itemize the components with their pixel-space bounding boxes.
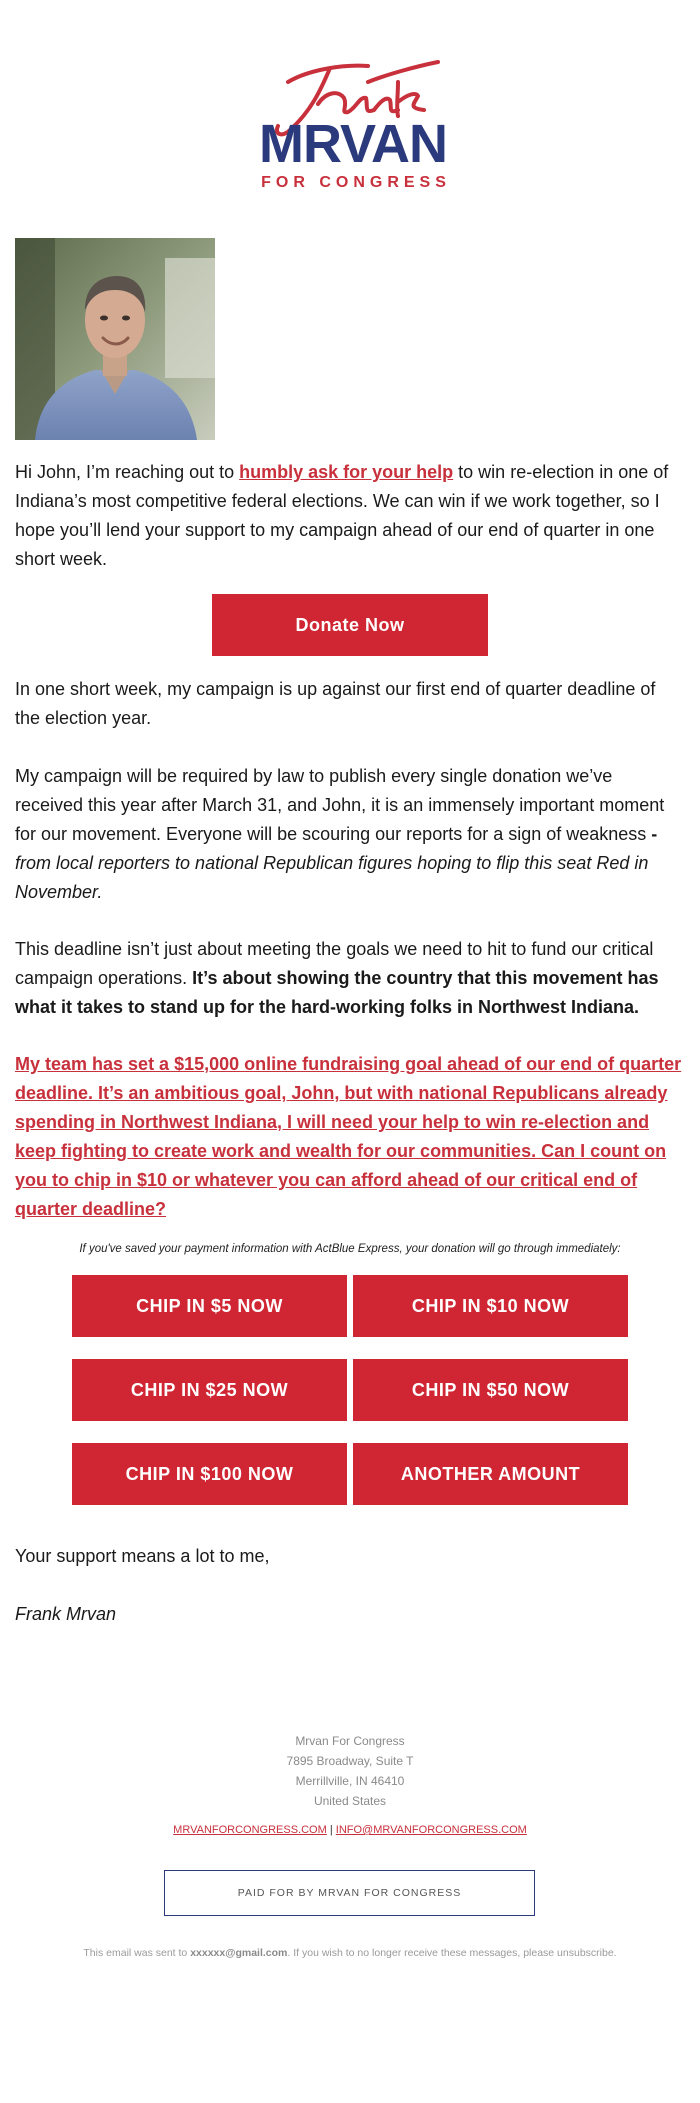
- closing-line: Your support means a lot to me,: [15, 1546, 270, 1566]
- intro-text-end: to win re-election in one of Indiana’s most competitive federal elections. We can win if we work together, so I hope you’ll lend your support to my campaign ahead of our end of quarter in one short week.: [15, 462, 669, 569]
- chip-in-25-button[interactable]: CHIP IN $25 NOW: [72, 1359, 347, 1421]
- fundraising-goal-paragraph: [15, 1050, 685, 1224]
- recipient-email: xxxxxx@gmail.com: [190, 1947, 288, 1959]
- report-text: My campaign will be required by law to publish every single donation we’ve received this year after March 31, and John, it is an immensely important moment for our movement. Everyone will be scouring our reports for a sign of weakness: [15, 766, 665, 844]
- chip-in-50-button[interactable]: CHIP IN $50 NOW: [353, 1359, 628, 1421]
- website-link[interactable]: MRVANFORCONGRESS.COM: [173, 1824, 327, 1836]
- campaign-logo: [248, 52, 458, 202]
- logo-tagline: FOR CONGRESS: [261, 174, 451, 191]
- footer-address: [0, 1731, 700, 1811]
- report-paragraph: [15, 762, 685, 907]
- deadline-paragraph: In one short week, my campaign is up against our first end of quarter deadline of the election year.: [15, 679, 656, 728]
- report-dash: -: [651, 824, 658, 844]
- chip-in-5-button[interactable]: CHIP IN $5 NOW: [72, 1275, 347, 1337]
- report-italic-text: from local reporters to national Republican figures hoping to flip this seat Red in November.: [15, 853, 649, 902]
- goals-paragraph: [15, 935, 685, 1022]
- email-link[interactable]: INFO@MRVANFORCONGRESS.COM: [335, 1824, 527, 1836]
- another-amount-button[interactable]: ANOTHER AMOUNT: [353, 1443, 628, 1505]
- footer-city: Merrillville, IN 46410: [295, 1774, 405, 1788]
- footer-link-separator: |: [329, 1824, 333, 1836]
- paid-for-box: PAID FOR BY MRVAN FOR CONGRESS: [164, 1870, 535, 1916]
- actblue-note: If you've saved your payment information with ActBlue Express, your donation will go through immediately:: [79, 1243, 621, 1255]
- candidate-photo: [15, 238, 215, 440]
- logo-name: MRVAN: [258, 114, 448, 174]
- goals-bold-text: It’s about showing the country that this movement has what it takes to stand up for the hard-working folks in Northwest Indiana.: [15, 968, 659, 1017]
- footer-org: Mrvan For Congress: [295, 1734, 405, 1748]
- footer-country: United States: [313, 1794, 387, 1808]
- chip-in-100-button[interactable]: CHIP IN $100 NOW: [72, 1443, 347, 1505]
- chip-in-10-button[interactable]: CHIP IN $10 NOW: [353, 1275, 628, 1337]
- humbly-ask-link[interactable]: humbly ask for your help: [239, 462, 454, 482]
- footer-street: 7895 Broadway, Suite T: [286, 1754, 414, 1768]
- intro-paragraph: [15, 458, 685, 574]
- legal-text-end: . If you wish to no longer receive these messages, please unsubscribe.: [287, 1947, 617, 1959]
- goals-text: This deadline isn’t just about meeting the goals we need to hit to fund our critical campaign operations.: [15, 939, 654, 988]
- donate-now-button[interactable]: Donate Now: [212, 594, 488, 656]
- legal-notice: [0, 1947, 700, 1959]
- footer-links: [0, 1824, 700, 1836]
- legal-text-start: This email was sent to: [83, 1947, 191, 1959]
- fundraising-goal-link[interactable]: My team has set a $15,000 online fundraising goal ahead of our end of quarter deadline. It’s an ambitious goal, John, but with national Republicans already spending in Northwest Indiana, I will need your help to win re-election and keep fighting to create work and wealth for our communities. Can I count on you to chip in $10 or whatever you can afford ahead of our critical end of quarter deadline?: [15, 1054, 682, 1219]
- signature: Frank Mrvan: [15, 1604, 117, 1624]
- intro-text-start: Hi John, I’m reaching out to: [15, 462, 240, 482]
- logo-graphic: [248, 52, 458, 202]
